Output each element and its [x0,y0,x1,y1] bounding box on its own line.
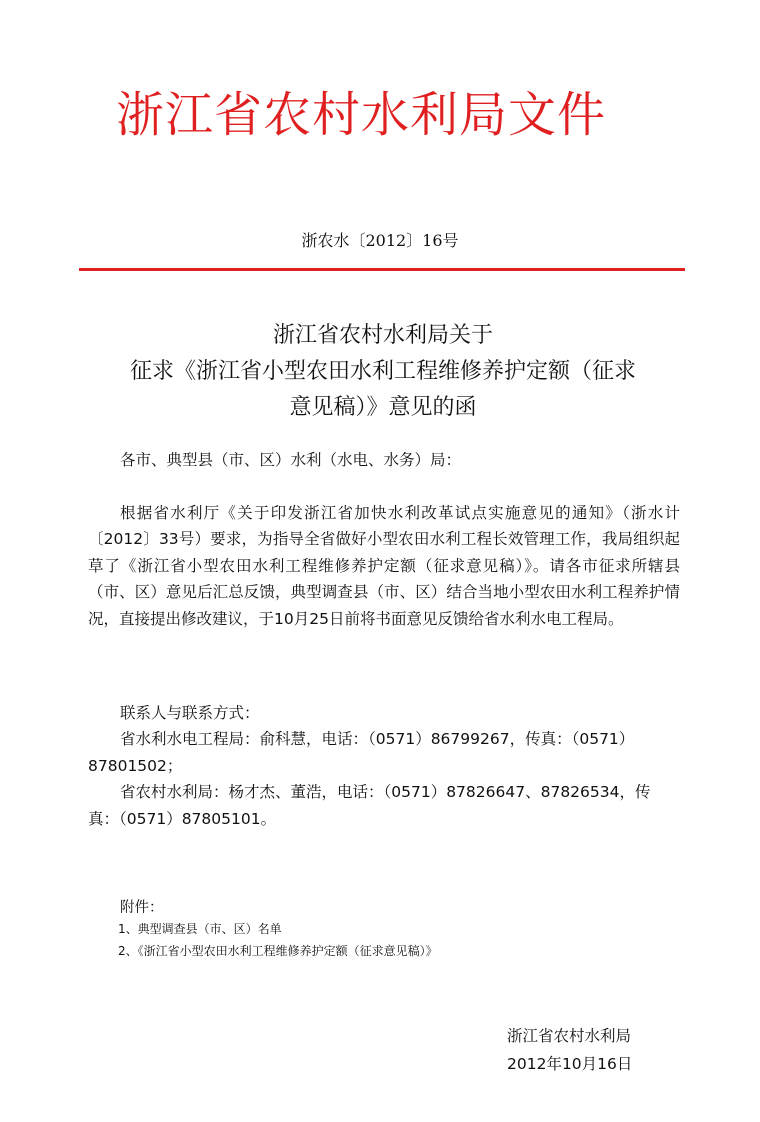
subject-line-2: 征求《浙江省小型农田水利工程维修养护定额（征求 [129,359,636,384]
attachments-heading: 附件： [120,900,164,916]
red-divider-line [79,268,685,271]
contact-heading: 联系人与联系方式： [120,704,260,722]
subject-line-3: 意见稿）》意见的函 [289,395,477,420]
signer-organization: 浙江省农村水利局 [507,1027,632,1045]
attachment-item: 1、典型调查县（市、区）名单 [118,922,282,936]
signature-date: 2012年10月16日 [507,1055,633,1073]
document-header-title: 浙江省农村水利局文件 [116,87,607,143]
contact-item: 省水利水电工程局：俞科慧，电话：（0571）86799267，传真：（0571）87801502； [88,730,635,775]
attachment-item: 2、《浙江省小型农田水利工程维修养护定额（征求意见稿）》 [118,944,438,958]
contact-section [88,700,680,832]
document-number: 浙农水〔2012〕16号 [301,231,459,250]
subject-line-1: 浙江省农村水利局关于 [272,323,493,348]
body-paragraph: 根据省水利厅《关于印发浙江省加快水利改革试点实施意见的通知》（浙水计〔2012〕33号）要求，为指导全省做好小型农田水利工程长效管理工作，我局组织起草了《浙江省小型农田水利工程维修养护定额（征求意见稿）》。请各市征求所辖县（市、区）意见后汇总反馈，典型调查县（市、区）结合当地小型农田水利工程养护情况，直接提出修改建议，于10月25日前将书面意见反馈给省水利水电工程局。 [88,504,680,628]
contact-item: 省农村水利局：杨才杰、董浩，电话：（0571）87826647、87826534，传真：（0571）87805101。 [88,783,651,828]
attachments-list [118,918,438,962]
salutation: 各市、典型县（市、区）水利（水电、水务）局： [120,451,462,469]
document-subject [78,318,688,426]
